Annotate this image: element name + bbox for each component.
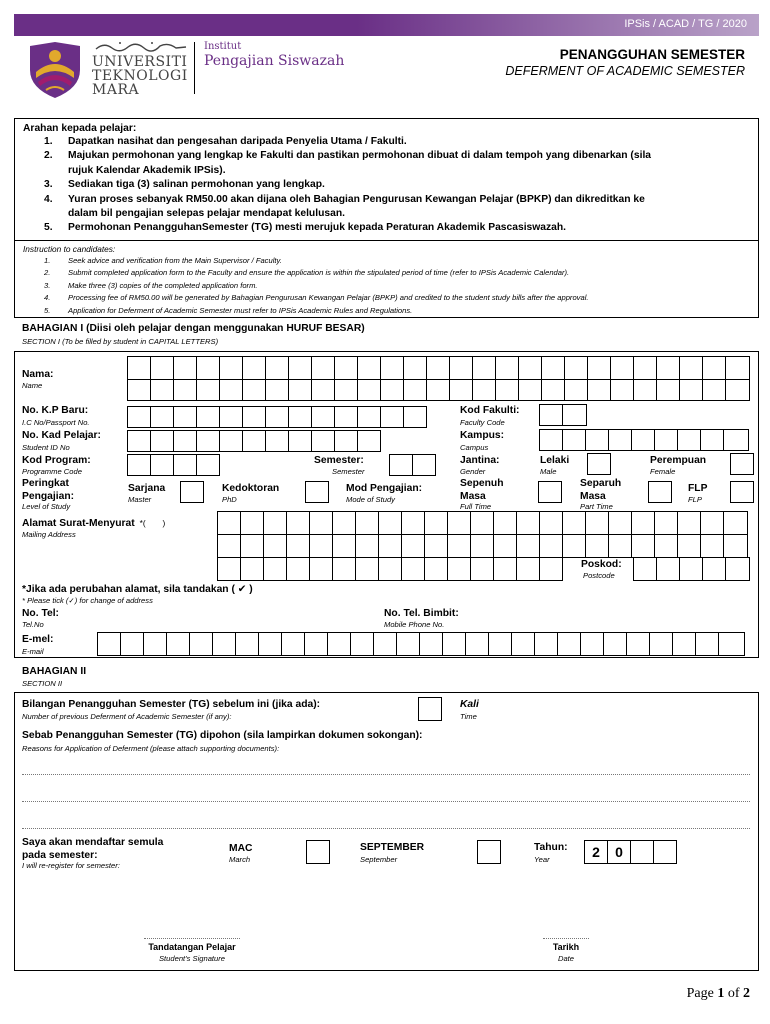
reason-line-1[interactable] (22, 774, 750, 775)
jawi-script-icon (94, 40, 189, 52)
level-label-line1: Peringkat (22, 478, 69, 489)
campus-grid[interactable] (540, 429, 749, 451)
reregister-label-line1: Saya akan mendaftar semula (22, 837, 164, 848)
list-item-number: 4. (44, 293, 51, 303)
email-sublabel: E-mail (22, 647, 44, 656)
list-item-number: 1. (44, 136, 53, 147)
september-checkbox[interactable] (477, 840, 501, 864)
parttime-label-line2: Masa (580, 491, 606, 502)
logo-line-3: MARA (92, 82, 140, 98)
fulltime-label-line2: Masa (460, 491, 486, 502)
list-item: rujuk Kalendar Akademik IPSis). (68, 164, 226, 176)
september-label: SEPTEMBER (360, 842, 425, 853)
name-sublabel: Name (22, 381, 43, 390)
semester-grid[interactable] (390, 454, 436, 476)
female-label: Perempuan (650, 455, 707, 466)
date-line[interactable] (543, 938, 589, 939)
prev-deferment-label: Bilangan Penangguhan Semester (TG) sebelum ini (jika ada): (22, 699, 321, 710)
level-label (22, 477, 74, 503)
phd-checkbox[interactable] (305, 481, 329, 503)
logo-divider (194, 42, 195, 94)
instructions-ms-heading: Arahan kepada pelajar: (23, 123, 137, 134)
date-sublabel: Date (557, 954, 575, 963)
form-subtitle: DEFERMENT OF ACADEMIC SEMESTER (505, 64, 745, 78)
parttime-label-line1: Separuh (580, 478, 622, 489)
page-current: 1 (717, 986, 725, 1001)
form-title: PENANGGUHAN SEMESTER (559, 47, 745, 62)
page-word: Page (686, 986, 714, 1001)
list-item: Dapatkan nasihat dan pengesahan daripada Penyelia Utama / Fakulti. (68, 136, 407, 147)
female-sublabel: Female (650, 467, 676, 476)
name-grid-row2[interactable] (128, 379, 750, 401)
tel-label: No. Tel: (22, 608, 59, 619)
mobile-sublabel: Mobile Phone No. (384, 620, 445, 629)
program-code-label: Kod Program: (22, 455, 91, 466)
phd-label: Kedoktoran (222, 483, 280, 494)
march-label: MAC (229, 843, 253, 854)
fulltime-sublabel: Full Time (460, 502, 492, 511)
faculty-code-label: Kod Fakulti: (460, 405, 520, 416)
logo-line-1: UNIVERSITI (92, 54, 188, 70)
prev-deferment-sublabel: Number of previous Deferment of Academic Semester (if any): (22, 712, 232, 721)
institute-name: Pengajian Siswazah (204, 53, 345, 69)
ic-sublabel: I.C No/Passport No. (22, 418, 90, 427)
program-code-sublabel: Programme Code (22, 467, 82, 476)
september-sublabel: September (360, 855, 398, 864)
master-checkbox[interactable] (180, 481, 204, 503)
ic-grid[interactable] (128, 406, 427, 428)
male-sublabel: Male (540, 467, 557, 476)
list-item-number: 2. (44, 150, 53, 162)
reason-line-3[interactable] (22, 828, 750, 829)
instructions-en-list (44, 255, 589, 317)
year-sublabel: Year (534, 855, 550, 864)
faculty-code-sublabel: Faculty Code (460, 418, 505, 427)
list-item: Sediakan tiga (3) salinan permohonan yang lengkap. (68, 179, 325, 191)
march-checkbox[interactable] (306, 840, 330, 864)
list-item: dalam bil pengajian selepas pelajar mendapat kelulusan. (68, 208, 345, 220)
year-grid[interactable] (585, 840, 677, 864)
address-label (22, 518, 165, 529)
section2-subtitle: SECTION II (22, 679, 63, 688)
page-number (640, 986, 750, 1002)
flp-label: FLP (688, 483, 708, 494)
tel-sublabel: Tel.No (22, 620, 44, 629)
postcode-sublabel: Postcode (583, 571, 615, 580)
fulltime-label (460, 477, 503, 503)
level-label-line2: Pengajian: (22, 491, 75, 502)
name-grid-row1[interactable] (128, 356, 750, 380)
level-sublabel: Level of Study (22, 502, 71, 511)
mode-label: Mod Pengajian: (346, 483, 423, 494)
section1-title: BAHAGIAN I (Diisi oleh pelajar dengan menggunakan HURUF BESAR) (22, 323, 365, 334)
of-word: of (727, 986, 740, 1001)
address-sublabel: Mailing Address (22, 530, 76, 539)
list-item-number: 1. (44, 256, 51, 265)
header-bar (14, 14, 759, 36)
list-item: Make three (3) copies of the completed application form. (68, 280, 258, 290)
times-label: Kali (460, 699, 479, 710)
reason-label: Sebab Penangguhan Semester (TG) dipohon (sila lampirkan dokumen sokongan): (22, 730, 423, 741)
reregister-sublabel: I will re-register for semester: (22, 861, 120, 870)
times-sublabel: Time (460, 712, 477, 721)
section1-subtitle: SECTION I (To be filled by student in CAPITAL LETTERS) (22, 337, 219, 346)
divider (14, 240, 759, 241)
list-item-number: 3. (44, 179, 53, 191)
address-tick-close: ) (162, 518, 166, 528)
address-label-text: Alamat Surat-Menyurat (22, 518, 135, 529)
march-sublabel: March (229, 855, 251, 864)
reregister-label-line2: pada semester: (22, 850, 98, 861)
year-digit-1: 2 (584, 840, 608, 864)
mode-sublabel: Mode of Study (346, 495, 395, 504)
list-item-number: 2. (44, 268, 51, 278)
list-item: Seek advice and verification from the Main Supervisor / Faculty. (68, 256, 282, 265)
master-sublabel: Master (128, 495, 152, 504)
campus-label: Kampus: (460, 430, 505, 441)
signature-sublabel: Student's Signature (158, 954, 226, 963)
student-id-sublabel: Student ID No (22, 443, 70, 452)
parttime-sublabel: Part Time (580, 502, 613, 511)
reregister-label (22, 836, 163, 862)
parttime-checkbox[interactable] (648, 481, 672, 503)
institute-small: Institut (204, 41, 242, 52)
female-checkbox[interactable] (730, 453, 754, 475)
address-grid-row2[interactable] (218, 534, 748, 558)
phd-sublabel: PhD (222, 495, 237, 504)
faculty-code-grid[interactable] (540, 404, 587, 426)
master-label: Sarjana (128, 483, 166, 494)
male-label: Lelaki (540, 455, 570, 466)
list-item: Processing fee of RM50.00 will be generated by Bahagian Pengurusan Kewangan Pelajar (BPKP) and credited to the student study bills after the approval. (68, 293, 589, 303)
year-label: Tahun: (534, 842, 568, 853)
list-item: Submit completed application form to the Faculty and ensure the application is within the stipulated period of time (refer to IPSis Academic Calendar). (68, 268, 570, 278)
logo-line-2: TEKNOLOGI (92, 68, 188, 84)
program-code-grid[interactable] (128, 454, 220, 476)
doc-code: IPSis / ACAD / TG / 2020 (624, 18, 747, 30)
name-label: Nama: (22, 369, 54, 380)
instructions-en-heading: Instruction to candidates: (23, 244, 116, 254)
email-grid[interactable] (98, 632, 745, 656)
mobile-label: No. Tel. Bimbit: (384, 608, 459, 619)
section2-title: BAHAGIAN II (22, 666, 87, 677)
email-label: E-mel: (22, 634, 54, 645)
signature-label: Tandatangan Pelajar (148, 942, 236, 952)
list-item: Yuran proses sebanyak RM50.00 akan dijana oleh Bahagian Pengurusan Kewangan Pelajar (BPKP) dan dikreditkan ke (68, 193, 645, 205)
gender-label: Jantina: (460, 455, 500, 466)
list-item: Majukan permohonan yang lengkap ke Fakulti dan pastikan permohonan dibuat di dalam tempoh yang dibenarkan (sila (68, 150, 652, 162)
reason-sublabel: Reasons for Application of Deferment (please attach supporting documents): (22, 744, 280, 753)
fulltime-label-line1: Sepenuh (460, 478, 504, 489)
address-grid-row1[interactable] (218, 511, 748, 535)
fulltime-checkbox[interactable] (538, 481, 562, 503)
address-change-label: *Jika ada perubahan alamat, sila tandakan ( ✔ ) (22, 584, 253, 595)
reason-line-2[interactable] (22, 801, 750, 802)
parttime-label (580, 477, 621, 503)
semester-sublabel: Semester (332, 467, 365, 476)
ic-label: No. K.P Baru: (22, 405, 89, 416)
gender-sublabel: Gender (460, 467, 486, 476)
list-item-number: 3. (44, 280, 51, 290)
prev-deferment-count-box[interactable] (418, 697, 442, 721)
list-item-number (44, 164, 68, 178)
page-total: 2 (743, 986, 750, 1001)
male-checkbox[interactable] (587, 453, 611, 475)
list-item: Permohonan PenangguhanSemester (TG) mesti merujuk kepada Peraturan Akademik Pascasiswazah. (68, 222, 567, 234)
postcode-grid[interactable] (634, 557, 750, 581)
list-item-number: 5. (44, 222, 53, 234)
semester-label: Semester: (314, 455, 364, 466)
list-item-number (44, 207, 68, 221)
list-item-number: 4. (44, 193, 53, 205)
logo-wordmark (92, 55, 188, 97)
postcode-label: Poskod: (581, 559, 622, 570)
address-grid-row3[interactable] (218, 557, 563, 581)
student-id-label: No. Kad Pelajar: (22, 430, 101, 441)
signature-line[interactable] (144, 938, 240, 939)
flp-checkbox[interactable] (730, 481, 754, 503)
flp-sublabel: FLP (688, 495, 702, 504)
campus-sublabel: Campus (460, 443, 489, 452)
list-item: Application for Deferment of Academic Semester must refer to IPSis Academic Rules and Regulations. (68, 305, 413, 315)
date-label: Tarikh (552, 942, 580, 952)
instructions-ms-list (44, 135, 651, 236)
address-change-sublabel: * Please tick (✓) for change of address (22, 596, 153, 605)
address-tick-open: *( (139, 518, 146, 528)
list-item-number: 5. (44, 305, 51, 315)
year-digit-2: 0 (607, 840, 631, 864)
uitm-crest-icon (26, 42, 84, 98)
student-id-grid[interactable] (128, 430, 381, 452)
